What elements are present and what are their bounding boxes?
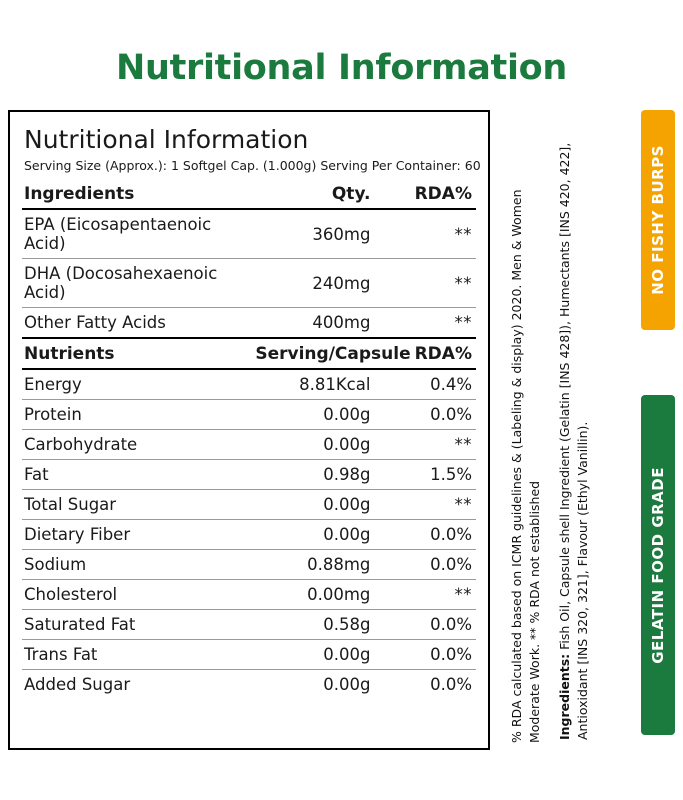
- ingredients-label: Ingredients:: [557, 653, 572, 740]
- row-name: Cholesterol: [22, 580, 253, 610]
- nutrients-header-rda: RDA%: [384, 338, 476, 369]
- row-rda: **: [384, 580, 476, 610]
- nutrients-header-name: Nutrients: [22, 338, 253, 369]
- table-row: [22, 369, 476, 400]
- ingredients-statement: [556, 140, 626, 740]
- badge-gelatin-food-grade-label: GELATIN FOOD GRADE: [649, 466, 667, 664]
- row-qty: 0.58g: [253, 610, 384, 640]
- table-row: [22, 430, 476, 460]
- table-row: [22, 259, 476, 308]
- row-rda: **: [384, 308, 476, 339]
- row-qty: 0.88mg: [253, 550, 384, 580]
- row-rda: **: [384, 490, 476, 520]
- badge-no-fishy-burps-label: NO FISHY BURPS: [649, 145, 667, 295]
- table-row: [22, 550, 476, 580]
- ingredients-header-row: [22, 179, 476, 209]
- nutrients-header-row: [22, 338, 476, 369]
- nutrients-header-qty: Serving/Capsule: [253, 338, 384, 369]
- row-rda: **: [384, 430, 476, 460]
- row-rda: 0.0%: [384, 550, 476, 580]
- row-qty: 0.00g: [253, 520, 384, 550]
- row-rda: 1.5%: [384, 460, 476, 490]
- row-qty: 0.00g: [253, 640, 384, 670]
- ingredients-header-rda: RDA%: [384, 179, 476, 209]
- badge-gelatin-food-grade: [641, 395, 675, 735]
- badge-no-fishy-burps: [641, 110, 675, 330]
- rda-footnote: % RDA calculated based on ICMR guidelines & (Labeling & display) 2020. Men & Women Moderate Work. ** % RDA not established: [509, 189, 543, 743]
- row-qty: 8.81Kcal: [253, 369, 384, 400]
- row-name: Added Sugar: [24, 675, 131, 695]
- row-qty: 0.00g: [253, 490, 384, 520]
- row-name: Other Fatty Acids: [22, 308, 253, 339]
- row-qty: 0.00g: [253, 400, 384, 430]
- row-rda: **: [384, 259, 476, 308]
- row-name: Carbohydrate: [22, 430, 253, 460]
- row-qty: 0.00g: [253, 430, 384, 460]
- table-row: [22, 670, 476, 700]
- table-row: [22, 640, 476, 670]
- row-qty: 0.00g: [323, 675, 371, 695]
- serving-size-line: Serving Size (Approx.): 1 Softgel Cap. (1.000g) Serving Per Container: 60: [24, 157, 481, 173]
- row-rda: 0.4%: [384, 369, 476, 400]
- row-rda: 0.0%: [430, 675, 472, 695]
- row-name: Trans Fat: [22, 640, 253, 670]
- row-name: Energy: [22, 369, 253, 400]
- ingredients-header-name: Ingredients: [22, 179, 253, 209]
- table-row: [22, 209, 476, 259]
- nutrition-table: [22, 179, 476, 699]
- row-rda: 0.0%: [384, 640, 476, 670]
- row-qty: 0.98g: [253, 460, 384, 490]
- table-row: [22, 400, 476, 430]
- table-row: [22, 308, 476, 339]
- row-name: Fat: [22, 460, 253, 490]
- row-rda: 0.0%: [384, 520, 476, 550]
- page-title: Nutritional Information: [115, 48, 568, 88]
- table-row: [22, 460, 476, 490]
- row-qty: 0.00mg: [253, 580, 384, 610]
- row-name: Dietary Fiber: [22, 520, 253, 550]
- ingredients-header-qty: Qty.: [253, 179, 384, 209]
- table-row: [22, 520, 476, 550]
- nutrition-panel: [8, 110, 490, 750]
- row-rda: 0.0%: [384, 610, 476, 640]
- row-qty: 240mg: [253, 259, 384, 308]
- panel-title: Nutritional Information: [24, 125, 309, 154]
- row-name: Total Sugar: [22, 490, 253, 520]
- row-name: DHA (Docosahexaenoic Acid): [22, 259, 253, 308]
- row-rda: **: [384, 209, 476, 259]
- table-row: [22, 580, 476, 610]
- row-rda: 0.0%: [384, 400, 476, 430]
- row-name: Saturated Fat: [22, 610, 253, 640]
- table-row: [22, 610, 476, 640]
- row-name: EPA (Eicosapentaenoic Acid): [22, 209, 253, 259]
- row-name: Sodium: [22, 550, 253, 580]
- row-qty: 400mg: [253, 308, 384, 339]
- ingredients-text: Fish Oil, Capsule shell Ingredient (Gelatin [INS 428]), Humectants [INS 420, 422], Antioxidant [INS 320, 321], Flavour (Ethyl Vanillin).: [557, 142, 591, 740]
- row-qty: 360mg: [253, 209, 384, 259]
- table-row: [22, 490, 476, 520]
- row-name: Protein: [22, 400, 253, 430]
